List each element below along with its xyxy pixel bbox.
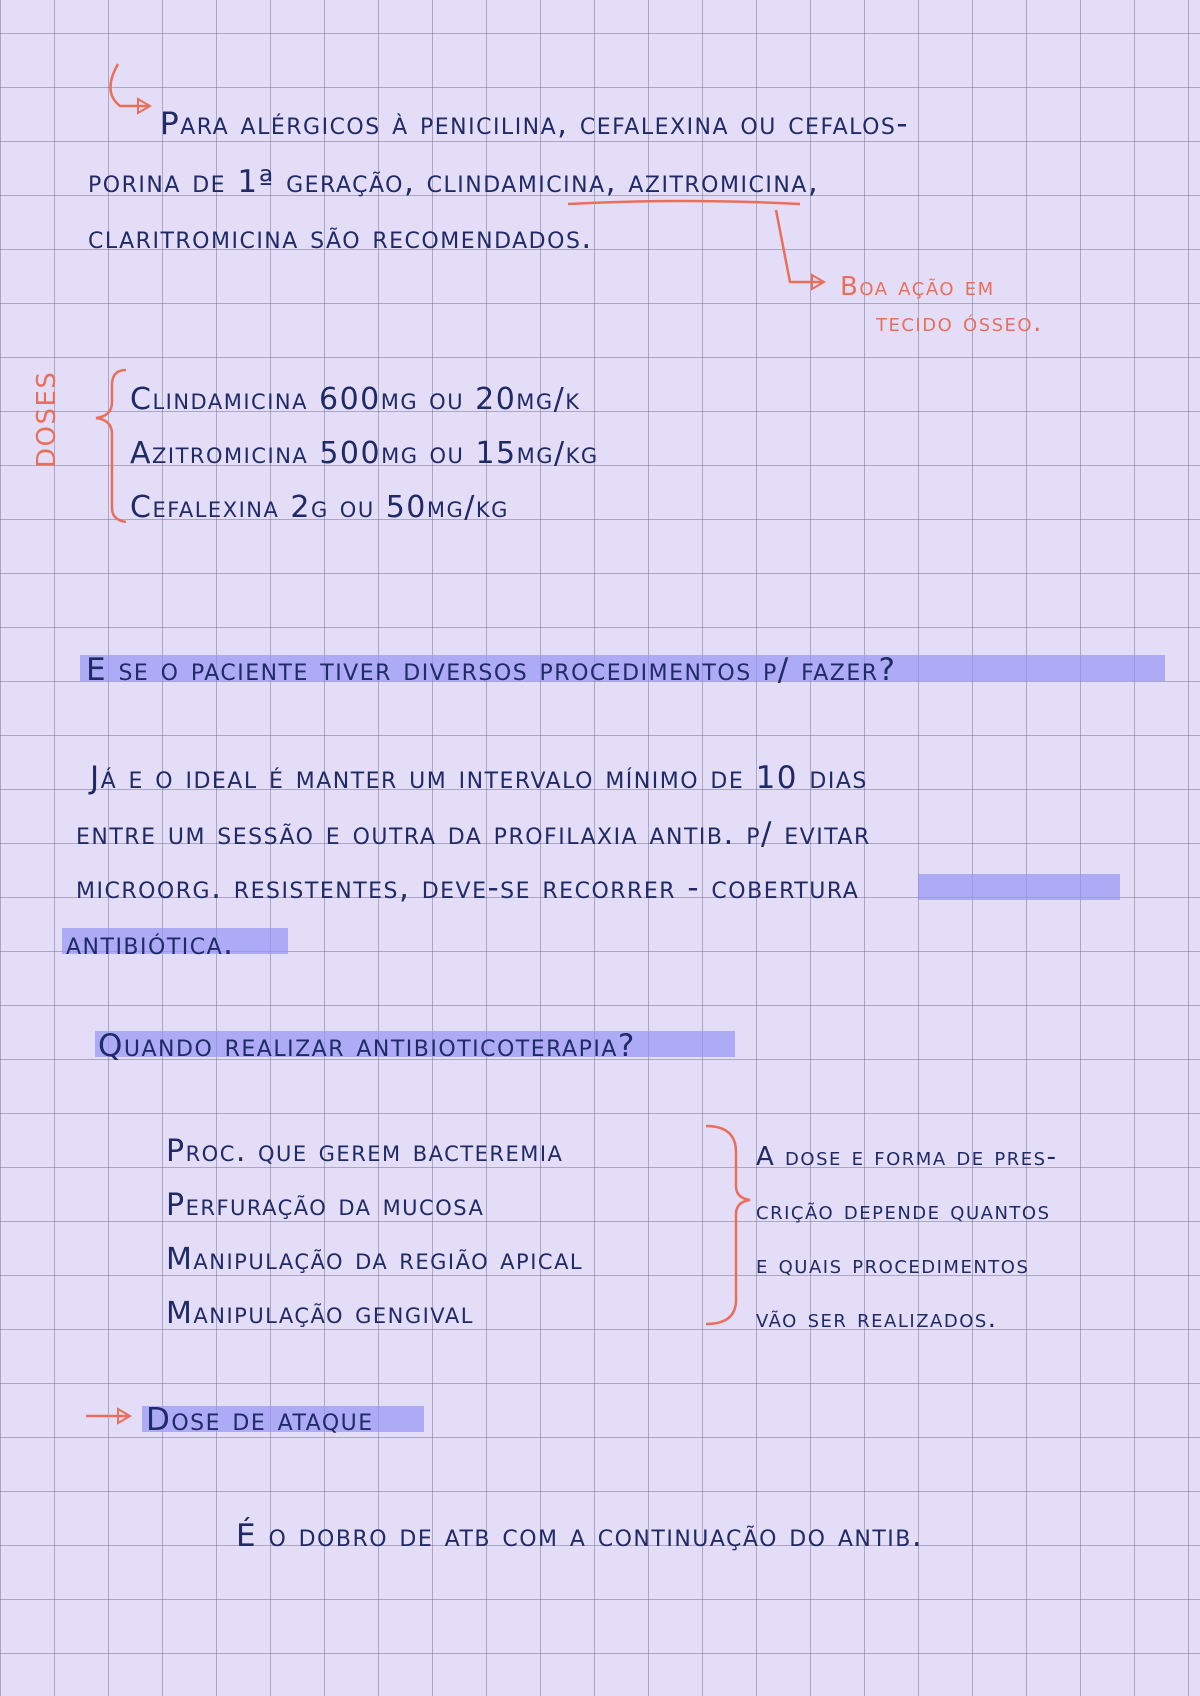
connector-arrow-icon — [776, 210, 822, 282]
procedures-note-line-2: crição depende quantos — [756, 1196, 1051, 1226]
procedure-item-1: Proc. que gerem bacteremia — [166, 1134, 564, 1169]
arrow-icon — [110, 64, 148, 106]
procedures-note-line-3: e quais procedimentos — [756, 1250, 1030, 1280]
procedures-note-line-4: vão ser realizados. — [756, 1304, 998, 1334]
doses-bracket-label: DOSES — [32, 370, 62, 468]
dose-item-clindamicina: Clindamicina 600mg ou 20mg/k — [130, 382, 581, 417]
arrow-head-icon — [138, 99, 150, 113]
side-note-line-2: tecido ósseo. — [876, 308, 1043, 338]
question-2: Quando realizar antibioticoterapia? — [98, 1028, 636, 1064]
answer-1-line-4: antibiótica. — [66, 926, 235, 962]
dose-item-cefalexina: Cefalexina 2g ou 50mg/kg — [130, 490, 509, 525]
answer-1-line-3: microorg. resistentes, deve-se recorrer - cobertura — [76, 870, 860, 906]
side-note-line-1: Boa ação em — [840, 272, 995, 302]
question-1: E se o paciente tiver diversos procedimentos p/ fazer? — [86, 652, 897, 688]
attack-dose-text: É o dobro de atb com a continuação do antib. — [236, 1518, 924, 1554]
allergy-note-line-1: Para alérgicos à penicilina, cefalexina ou cefalos- — [160, 106, 910, 142]
procedure-item-2: Perfuração da mucosa — [166, 1188, 485, 1223]
allergy-note-line-3: claritromicina são recomendados. — [88, 220, 593, 256]
underline-clindamicina — [568, 201, 800, 204]
allergy-note-line-2: porina de 1ª geração, clindamicina, azitromicina, — [88, 164, 820, 200]
attack-dose-title: Dose de ataque — [146, 1402, 374, 1438]
answer-1-line-2: entre um sessão e outra da profilaxia antib. p/ evitar — [76, 816, 871, 852]
cobertura-highlight — [918, 874, 1120, 900]
procedures-brace-icon — [706, 1126, 750, 1324]
procedure-item-4: Manipulação gengival — [166, 1296, 474, 1331]
procedures-note-line-1: A dose e forma de pres- — [756, 1142, 1058, 1172]
doses-brace-icon — [96, 370, 126, 522]
dose-item-azitromicina: Azitromicina 500mg ou 15mg/kg — [130, 436, 599, 471]
procedure-item-3: Manipulação da região apical — [166, 1242, 584, 1277]
answer-1-line-1: Já e o ideal é manter um intervalo mínimo de 10 dias — [90, 760, 868, 796]
